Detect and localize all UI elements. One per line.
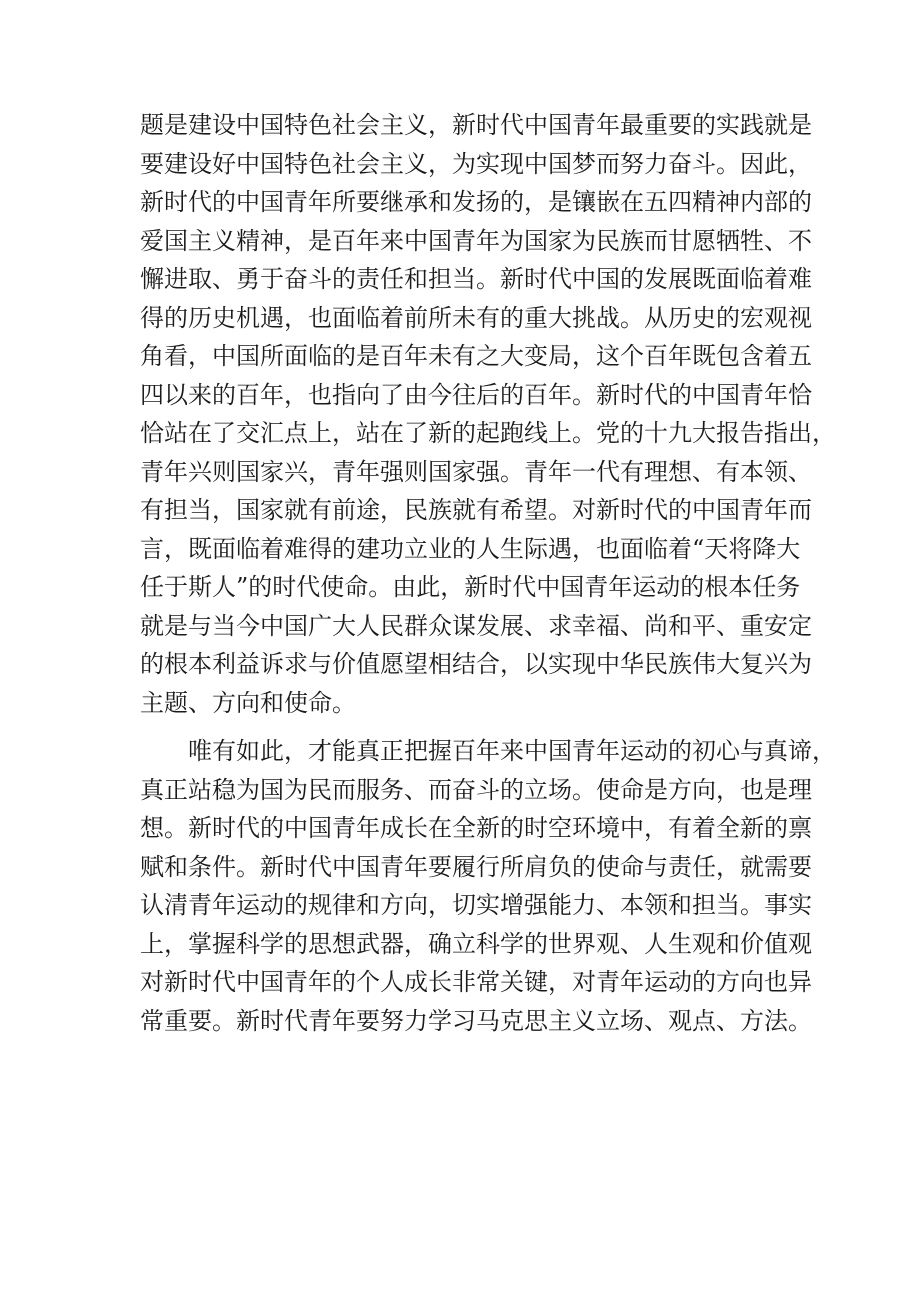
text-line: 要建设好中国特色社会主义，为实现中国梦而努力奋斗。因此， — [140, 149, 812, 178]
text-line: 真正站稳为国为民而服务、而奋斗的立场。使命是方向，也是理 — [140, 775, 812, 804]
text-line: 恰站在了交汇点上，站在了新的起跑线上。党的十九大报告指出， — [140, 419, 836, 447]
text-line: 新时代的中国青年所要继承和发扬的，是镶嵌在五四精神内部的 — [140, 188, 812, 216]
text-line: 得的历史机遇，也面临着前所未有的重大挑战。从历史的宏观视 — [140, 303, 812, 332]
text-line: 常重要。新时代青年要努力学习马克思主义立场、观点、方法。 — [140, 1006, 812, 1035]
text-line: 有担当，国家就有前途，民族就有希望。对新时代的中国青年而 — [140, 496, 812, 524]
text-line: 就是与当今中国广大人民群众谋发展、求幸福、尚和平、重安定 — [140, 611, 812, 640]
text-line: 任于斯人”的时代使命。由此，新时代中国青年运动的根本任务 — [140, 573, 801, 601]
text-line: 题是建设中国特色社会主义，新时代中国青年最重要的实践就是 — [140, 111, 812, 139]
text-line: 主题、方向和使命。 — [140, 688, 356, 717]
text-line: 的根本利益诉求与价值愿望相结合，以实现中华民族伟大复兴为 — [140, 650, 812, 678]
paragraph-gap — [140, 722, 800, 732]
text-line: 言，既面临着难得的建功立业的人生际遇，也面临着“天将降大 — [140, 534, 801, 563]
text-line: 赋和条件。新时代中国青年要履行所肩负的使命与责任，就需要 — [140, 852, 812, 881]
text-line: 懈进取、勇于奋斗的责任和担当。新时代中国的发展既面临着难 — [140, 265, 812, 293]
paragraph — [140, 106, 836, 722]
body-text — [140, 106, 836, 1040]
text-line: 爱国主义精神，是百年来中国青年为国家为民族而甘愿牺牲、不 — [140, 226, 812, 255]
text-line: 青年兴则国家兴，青年强则国家强。青年一代有理想、有本领、 — [140, 457, 812, 486]
text-line: 角看，中国所面临的是百年未有之大变局，这个百年既包含着五 — [140, 342, 812, 370]
text-line: 四以来的百年，也指向了由今往后的百年。新时代的中国青年恰 — [140, 380, 812, 409]
text-line: 上，掌握科学的思想武器，确立科学的世界观、人生观和价值观 — [140, 929, 812, 958]
text-line: 想。新时代的中国青年成长在全新的时空环境中，有着全新的禀 — [140, 814, 812, 842]
text-line: 唯有如此，才能真正把握百年来中国青年运动的初心与真谛， — [188, 737, 836, 765]
text-line: 认清青年运动的规律和方向，切实增强能力、本领和担当。事实 — [140, 891, 812, 919]
paragraph — [140, 732, 836, 1040]
text-line: 对新时代中国青年的个人成长非常关键，对青年运动的方向也异 — [140, 968, 812, 996]
